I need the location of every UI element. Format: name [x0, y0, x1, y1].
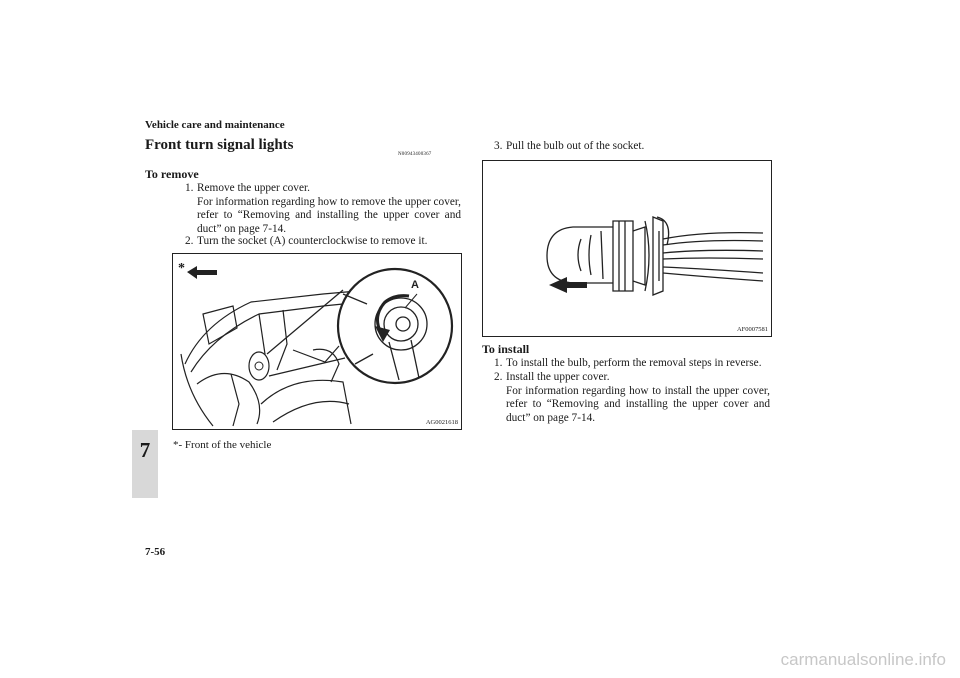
watermark: carmanualsonline.info — [780, 650, 946, 669]
figure-code: AG0021618 — [425, 419, 458, 426]
step-number: 2. — [494, 371, 503, 383]
figure-code: AF0007581 — [736, 326, 768, 333]
remove-step-1 — [185, 182, 461, 236]
step-number: 3. — [494, 140, 503, 152]
install-heading: To install — [482, 342, 530, 356]
reference-code: N00943400367 — [398, 152, 432, 157]
install-step-2 — [494, 371, 770, 425]
bulb-illustration — [483, 161, 771, 336]
front-marker: * — [178, 261, 185, 276]
step-text: Install the upper cover. — [506, 371, 610, 383]
step-text: Remove the upper cover. — [197, 182, 310, 194]
step-number: 1. — [494, 357, 503, 369]
socket-illustration — [173, 254, 461, 429]
chapter-number: 7 — [139, 438, 151, 462]
step-text: Turn the socket (A) counterclockwise to remove it. — [197, 235, 428, 247]
step-text: To install the bulb, perform the removal steps in reverse. — [506, 357, 762, 369]
running-header: Vehicle care and maintenance — [145, 119, 285, 131]
page-number: 7-56 — [145, 546, 166, 558]
install-step-1 — [494, 357, 770, 371]
remove-step-3 — [494, 140, 770, 154]
step-text: Pull the bulb out of the socket. — [506, 140, 645, 152]
remove-step-2 — [185, 235, 461, 249]
step-detail: For information regarding how to install the upper cover, refer to “Removing and installing the upper cover and duct” on page 7-14. — [506, 384, 770, 424]
step-detail: For information regarding how to remove the upper cover, refer to “Removing and installing the upper cover and duct” on page 7-14. — [197, 195, 462, 235]
remove-heading: To remove — [145, 167, 199, 181]
figure-bulb-removal — [482, 160, 772, 337]
figure-socket-removal — [172, 253, 462, 430]
step-number: 2. — [185, 235, 194, 247]
step-number: 1. — [185, 182, 194, 194]
callout-letter: A — [411, 279, 419, 291]
footnote: *- Front of the vehicle — [173, 439, 272, 451]
section-title: Front turn signal lights — [145, 137, 294, 153]
